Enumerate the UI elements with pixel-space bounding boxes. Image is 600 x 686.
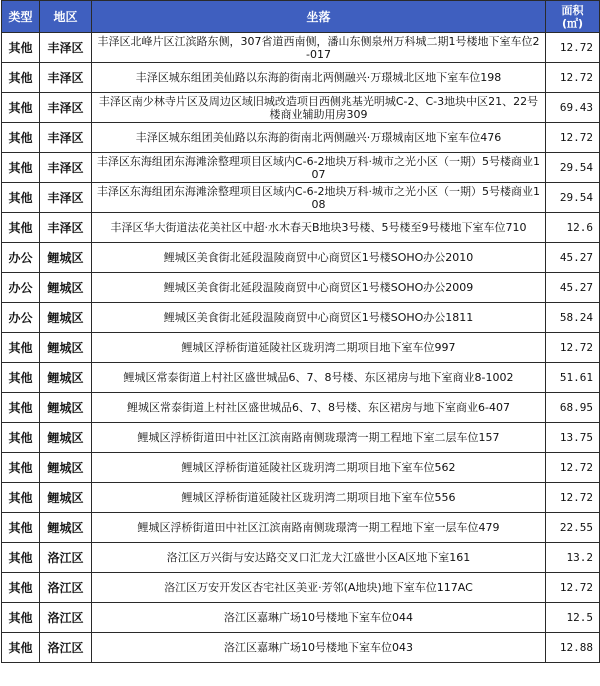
row-type-cell: 其他 [2, 33, 40, 63]
row-type-cell: 其他 [2, 93, 40, 123]
row-location-cell: 丰泽区北峰片区江滨路东侧，307省道西南侧，潘山东侧泉州万科城二期1号楼地下室车位2-017 [92, 33, 546, 63]
table-row [2, 213, 600, 243]
table-row [2, 633, 600, 663]
row-location-cell: 鲤城区浮桥街道田中社区江滨南路南侧珑璟湾一期工程地下室二层车位157 [92, 423, 546, 453]
row-location-cell: 鲤城区浮桥街道延陵社区珑玥湾二期项目地下室车位562 [92, 453, 546, 483]
row-area-cell: 69.43 [546, 93, 600, 123]
row-district-cell: 洛江区 [40, 573, 92, 603]
table-row [2, 513, 600, 543]
row-area-cell: 12.72 [546, 483, 600, 513]
header-row [2, 1, 600, 33]
row-area-cell: 12.88 [546, 633, 600, 663]
row-type-cell: 办公 [2, 273, 40, 303]
row-location-cell: 鲤城区常泰街道上村社区盛世城品6、7、8号楼、东区裙房与地下室商业6-407 [92, 393, 546, 423]
row-area-cell: 68.95 [546, 393, 600, 423]
row-type-cell: 其他 [2, 543, 40, 573]
row-type-cell: 其他 [2, 483, 40, 513]
row-district-cell: 丰泽区 [40, 153, 92, 183]
row-area-cell: 45.27 [546, 243, 600, 273]
row-type-cell: 其他 [2, 153, 40, 183]
row-location-cell: 洛江区万兴街与安达路交叉口汇龙大江盛世小区A区地下室161 [92, 543, 546, 573]
table-row [2, 483, 600, 513]
row-location-cell: 鲤城区常泰街道上村社区盛世城品6、7、8号楼、东区裙房与地下室商业8-1002 [92, 363, 546, 393]
header-area [546, 1, 600, 33]
row-district-cell: 洛江区 [40, 633, 92, 663]
row-type-cell: 其他 [2, 183, 40, 213]
row-district-cell: 洛江区 [40, 543, 92, 573]
row-district-cell: 鲤城区 [40, 453, 92, 483]
row-district-cell: 丰泽区 [40, 183, 92, 213]
row-location-cell: 丰泽区东海组团东海滩涂整理项目区域内C-6-2地块万科·城市之光小区（一期）5号楼商业107 [92, 153, 546, 183]
row-type-cell: 其他 [2, 333, 40, 363]
row-type-cell: 其他 [2, 513, 40, 543]
row-type-cell: 其他 [2, 363, 40, 393]
row-district-cell: 丰泽区 [40, 213, 92, 243]
row-area-cell: 12.72 [546, 573, 600, 603]
row-location-cell: 鲤城区浮桥街道田中社区江滨南路南侧珑璟湾一期工程地下室一层车位479 [92, 513, 546, 543]
table-row [2, 363, 600, 393]
row-area-cell: 13.75 [546, 423, 600, 453]
row-location-cell: 丰泽区城东组团美仙路以东海韵街南北两侧融兴·万璟城南区地下室车位476 [92, 123, 546, 153]
row-location-cell: 洛江区嘉琳广场10号楼地下室车位043 [92, 633, 546, 663]
row-location-cell: 丰泽区东海组团东海滩涂整理项目区域内C-6-2地块万科·城市之光小区（一期）5号楼商业108 [92, 183, 546, 213]
row-district-cell: 鲤城区 [40, 273, 92, 303]
property-table [1, 0, 600, 663]
header-area-label: 面积 [561, 3, 584, 17]
row-district-cell: 鲤城区 [40, 303, 92, 333]
row-type-cell: 其他 [2, 213, 40, 243]
table-row [2, 453, 600, 483]
row-district-cell: 洛江区 [40, 603, 92, 633]
table-row [2, 123, 600, 153]
row-location-cell: 洛江区万安开发区杏宅社区美亚·芳邻(A地块)地下室车位117AC [92, 573, 546, 603]
row-type-cell: 其他 [2, 63, 40, 93]
row-area-cell: 12.72 [546, 63, 600, 93]
row-type-cell: 其他 [2, 453, 40, 483]
table-row [2, 243, 600, 273]
row-type-cell: 其他 [2, 573, 40, 603]
row-district-cell: 丰泽区 [40, 63, 92, 93]
table-body [2, 33, 600, 663]
row-district-cell: 丰泽区 [40, 33, 92, 63]
row-district-cell: 鲤城区 [40, 423, 92, 453]
row-location-cell: 丰泽区城东组团美仙路以东海韵街南北两侧融兴·万璟城北区地下室车位198 [92, 63, 546, 93]
row-area-cell: 13.2 [546, 543, 600, 573]
table-header [2, 1, 600, 33]
row-area-cell: 29.54 [546, 153, 600, 183]
row-district-cell: 鲤城区 [40, 333, 92, 363]
row-location-cell: 鲤城区浮桥街道延陵社区珑玥湾二期项目地下室车位556 [92, 483, 546, 513]
row-type-cell: 其他 [2, 423, 40, 453]
row-area-cell: 58.24 [546, 303, 600, 333]
header-district: 地区 [40, 1, 92, 33]
table-row [2, 423, 600, 453]
row-type-cell: 其他 [2, 633, 40, 663]
table-row [2, 543, 600, 573]
table-row [2, 303, 600, 333]
row-district-cell: 丰泽区 [40, 123, 92, 153]
row-type-cell: 其他 [2, 123, 40, 153]
row-location-cell: 丰泽区华大街道法花美社区中超·水木春天B地块3号楼、5号楼至9号楼地下室车位710 [92, 213, 546, 243]
header-area-unit: (㎡) [561, 16, 584, 30]
row-area-cell: 22.55 [546, 513, 600, 543]
row-area-cell: 29.54 [546, 183, 600, 213]
row-location-cell: 鲤城区浮桥街道延陵社区珑玥湾二期项目地下室车位997 [92, 333, 546, 363]
table-row [2, 333, 600, 363]
row-district-cell: 鲤城区 [40, 483, 92, 513]
row-type-cell: 其他 [2, 393, 40, 423]
row-area-cell: 12.72 [546, 333, 600, 363]
row-location-cell: 鲤城区美食街北延段温陵商贸中心商贸区1号楼SOHO办公1811 [92, 303, 546, 333]
table-row [2, 603, 600, 633]
row-location-cell: 洛江区嘉琳广场10号楼地下室车位044 [92, 603, 546, 633]
row-district-cell: 鲤城区 [40, 363, 92, 393]
table-row [2, 393, 600, 423]
row-area-cell: 51.61 [546, 363, 600, 393]
row-location-cell: 鲤城区美食街北延段温陵商贸中心商贸区1号楼SOHO办公2009 [92, 273, 546, 303]
row-type-cell: 办公 [2, 243, 40, 273]
table-row [2, 153, 600, 183]
row-district-cell: 鲤城区 [40, 243, 92, 273]
header-location: 坐落 [92, 1, 546, 33]
table-row [2, 273, 600, 303]
row-area-cell: 12.72 [546, 453, 600, 483]
row-district-cell: 鲤城区 [40, 513, 92, 543]
table-row [2, 573, 600, 603]
row-area-cell: 12.72 [546, 123, 600, 153]
table-row [2, 33, 600, 63]
row-area-cell: 12.72 [546, 33, 600, 63]
row-area-cell: 12.6 [546, 213, 600, 243]
row-area-cell: 45.27 [546, 273, 600, 303]
table-row [2, 63, 600, 93]
row-location-cell: 鲤城区美食街北延段温陵商贸中心商贸区1号楼SOHO办公2010 [92, 243, 546, 273]
table-row [2, 183, 600, 213]
table-row [2, 93, 600, 123]
row-district-cell: 丰泽区 [40, 93, 92, 123]
row-district-cell: 鲤城区 [40, 393, 92, 423]
row-area-cell: 12.5 [546, 603, 600, 633]
row-type-cell: 办公 [2, 303, 40, 333]
row-type-cell: 其他 [2, 603, 40, 633]
row-location-cell: 丰泽区南少林寺片区及周边区域旧城改造项目西侧兆基光明城C-2、C-3地块中区21、22号楼商业辅助用房309 [92, 93, 546, 123]
header-type: 类型 [2, 1, 40, 33]
